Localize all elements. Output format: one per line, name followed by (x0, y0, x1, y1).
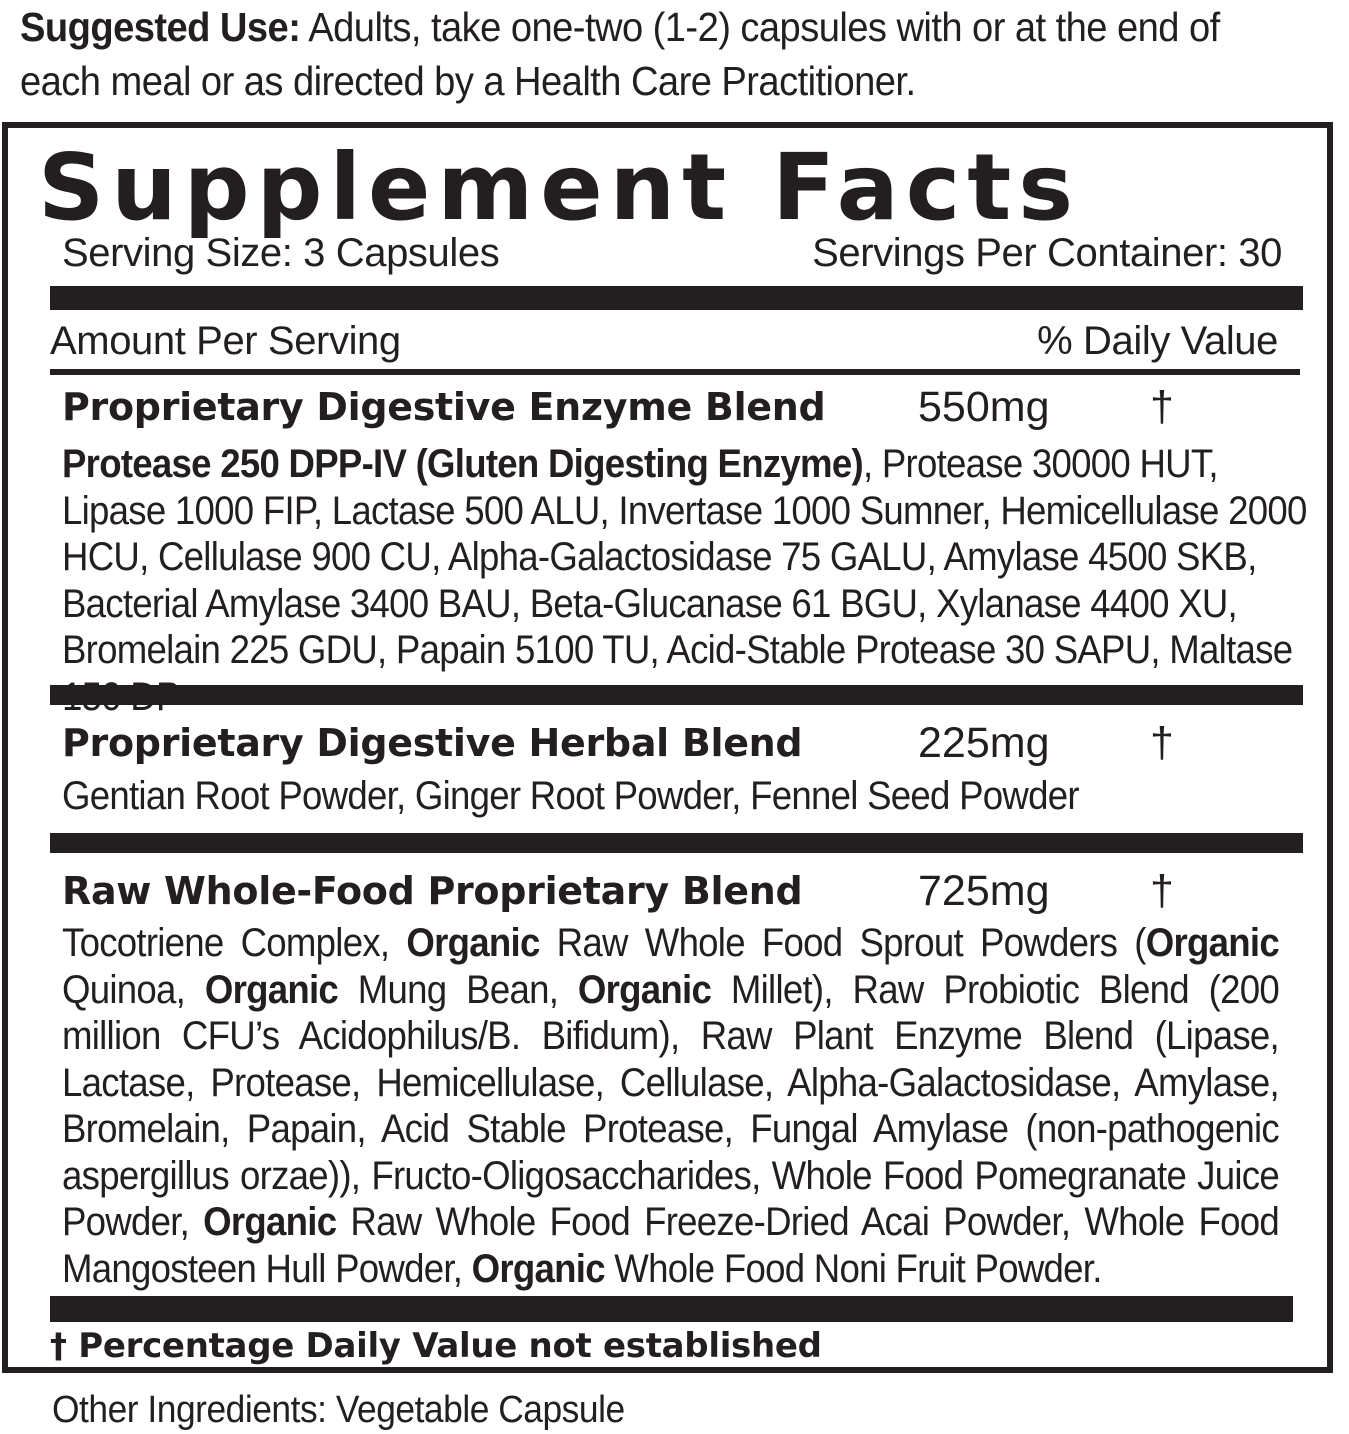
organic-label: Organic (406, 921, 540, 965)
blend-amount: 550mg (918, 383, 1050, 431)
amount-header-row (50, 316, 1278, 366)
ingredient-text: Millet), Raw Probiotic Blend (200 million CFU’s Acidophilus/B. Bifidum), Raw Plant Enzyme Blend (Lipase, Lactase, Protease, Hemicellulase, Cellulase, Alpha-Galactosidase, Amylase, Bromelain, Papain, Acid Stable Protease, Fungal Amylase (non-pathogenic aspergillus orzae)), Fructo-Oligosaccharides, Whole Food Pomegranate Juice Powder, (62, 967, 1279, 1244)
supplement-facts-panel (2, 122, 1333, 1373)
ingredient-highlight: Protease 250 DPP-IV (Gluten Digesting Enzyme) (62, 442, 863, 486)
blend-row-whole-food (62, 866, 1302, 916)
blend-daily-value: † (1150, 719, 1174, 767)
blend-daily-value: † (1150, 867, 1174, 915)
daily-value-label: % Daily Value (1037, 319, 1278, 363)
organic-label: Organic (203, 1200, 337, 1244)
amount-per-serving-label: Amount Per Serving (50, 319, 401, 363)
organic-label: Organic (577, 967, 712, 1012)
organic-label: Organic (204, 967, 339, 1012)
ingredient-text: Quinoa, (62, 967, 205, 1012)
thick-divider (50, 286, 1303, 310)
blend-ingredients-herbal: Gentian Root Powder, Ginger Root Powder, Fennel Seed Powder (62, 774, 1079, 818)
ingredient-text: Tocotriene Complex, (62, 921, 407, 965)
suggested-use-label: Suggested Use: (20, 4, 301, 50)
blend-name: Proprietary Digestive Herbal Blend (62, 721, 803, 765)
thick-divider (50, 1296, 1293, 1322)
servings-per-container: Servings Per Container: 30 (812, 231, 1282, 275)
blend-ingredients-whole-food (62, 920, 1279, 1292)
ingredient-list: , Protease 30000 HUT, Lipase 1000 FIP, Lactase 500 ALU, Invertase 1000 Sumner, Hemicellulase 2000 HCU, Cellulase 900 CU, Alpha-Galactosidase 75 GALU, Amylase 4500 SKB, Bacterial Amylase 3400 BAU, Beta-Glucanase 61 BGU, Xylanase 4400 XU, Bromelain 225 GDU, Papain 5100 TU, Acid-Stable Protease 30 SAPU, Maltase (62, 442, 1307, 672)
serving-info-row (62, 228, 1282, 278)
ingredient-text: Raw Whole Food Freeze-Dried Acai Powder, Whole Food Mangosteen Hull Powder, (62, 1200, 1279, 1291)
thick-divider (50, 833, 1303, 853)
thick-divider (50, 685, 1303, 705)
other-ingredients: Other Ingredients: Vegetable Capsule (52, 1389, 625, 1431)
blend-ingredients-enzyme (62, 441, 1325, 720)
footnote: † Percentage Daily Value not established (50, 1326, 822, 1366)
blend-name: Raw Whole-Food Proprietary Blend (62, 869, 803, 913)
blend-row-enzyme (62, 382, 1302, 432)
thin-divider (50, 369, 1300, 375)
ingredient-text: Mung Bean, (338, 967, 578, 1012)
blend-name: Proprietary Digestive Enzyme Blend (62, 385, 826, 429)
suggested-use-text: Adults, take one-two (1-2) capsules with or at the end of each meal or as directed by a Health Care Practitioner. (20, 4, 1220, 104)
ingredient-text: Raw Whole Food Sprout Powders ( (539, 921, 1146, 965)
ingredient-text: Whole Food Noni Fruit Powder. (604, 1246, 1102, 1291)
serving-size: Serving Size: 3 Capsules (62, 231, 500, 275)
panel-title: Supplement Facts (38, 134, 1080, 241)
organic-label: Organic (1145, 921, 1279, 965)
blend-amount: 725mg (918, 867, 1050, 915)
blend-daily-value: † (1150, 383, 1174, 431)
suggested-use (20, 0, 1248, 108)
blend-amount: 225mg (918, 719, 1050, 767)
organic-label: Organic (471, 1246, 605, 1291)
blend-row-herbal (62, 718, 1302, 768)
